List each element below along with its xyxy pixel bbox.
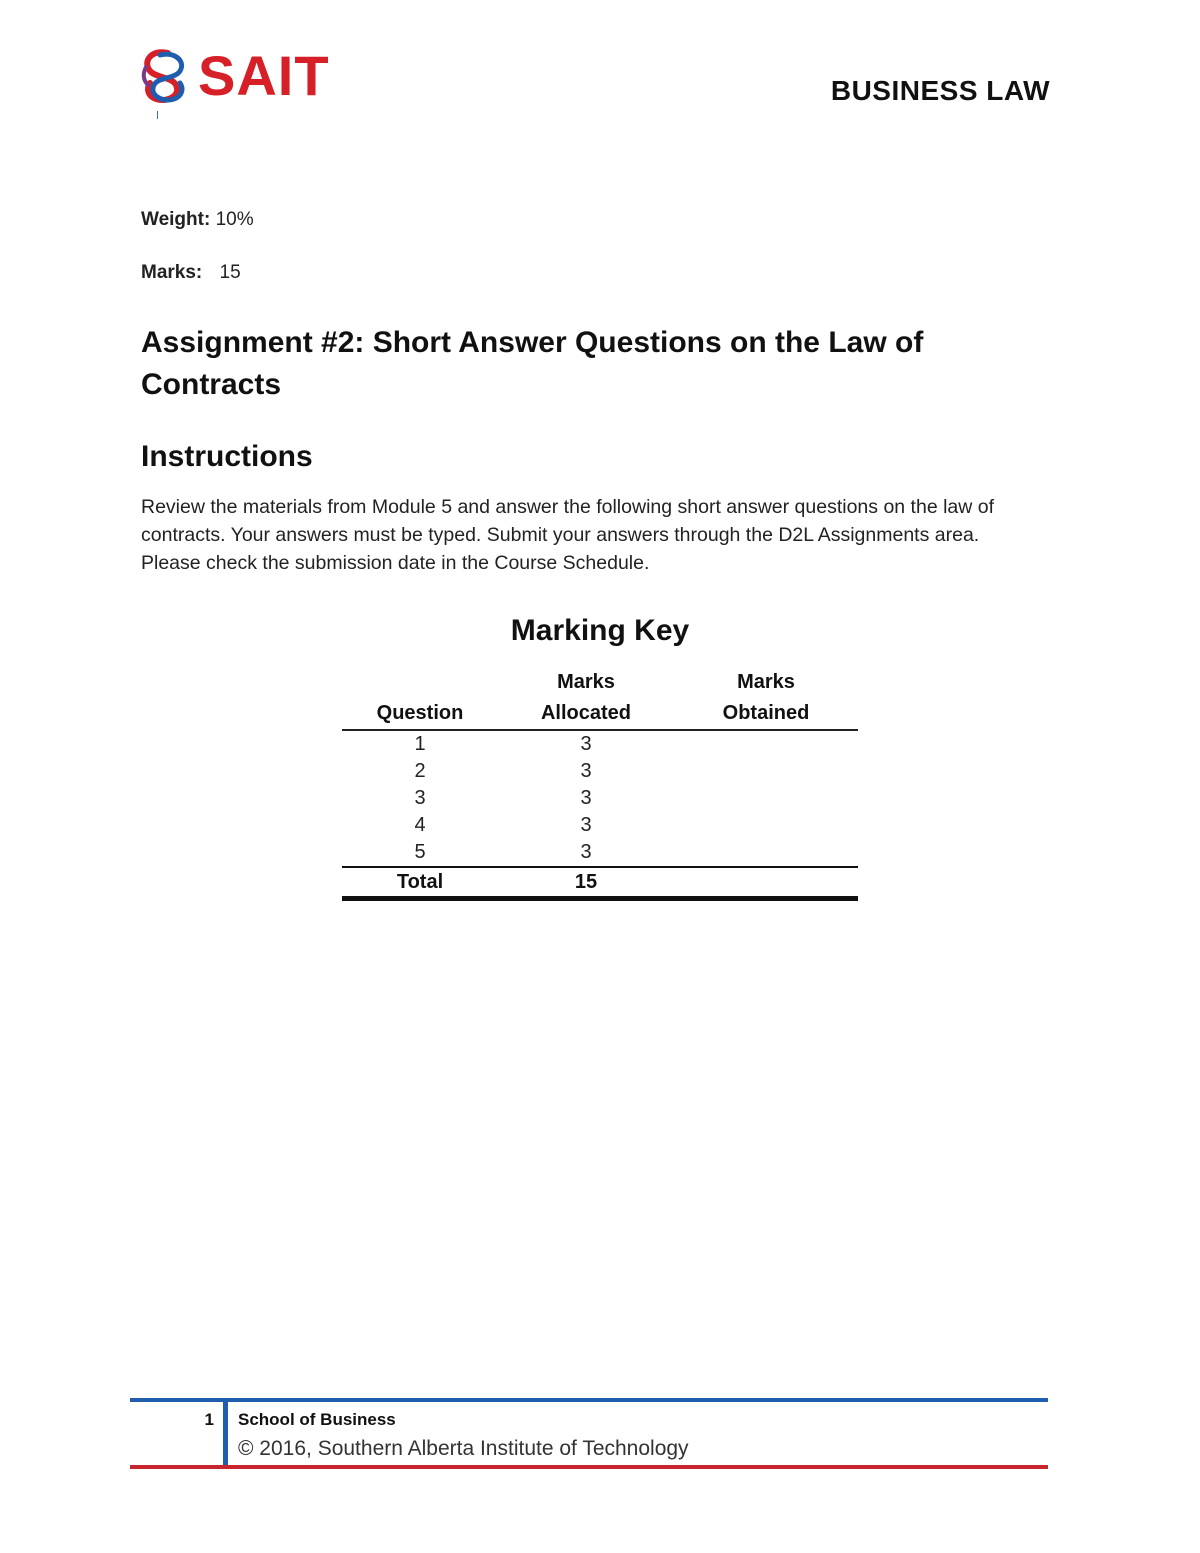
obtained-cell [674,812,858,839]
header-allocated-top: Marks [557,671,615,693]
header-question: Question [342,698,498,730]
assignment-title: Assignment #2: Short Answer Questions on the Law of Contracts [141,326,924,401]
obtained-cell [674,839,858,867]
question-cell: 1 [414,733,426,755]
footer-bottom-rule [130,1465,1048,1469]
question-cell: 2 [414,760,426,782]
marks-line [141,262,241,284]
marking-key-title: Marking Key [510,614,690,647]
header-allocated-bottom: Allocated [498,698,674,730]
sait-logo-mark-icon [138,47,192,105]
weight-label: Weight: [141,209,211,230]
table-row [342,839,858,867]
decorative-tick [157,111,158,119]
footer-copyright: © 2016, Southern Alberta Institute of Technology [238,1437,689,1460]
marking-key-table [342,667,858,901]
allocated-cell: 3 [580,733,592,755]
question-cell: 5 [414,841,426,863]
table-row [342,812,858,839]
header-cell-empty [342,667,498,698]
footer-top-rule [130,1398,1048,1402]
course-title: BUSINESS LAW [830,75,1050,106]
allocated-cell: 3 [580,814,592,836]
total-allocated: 15 [498,867,674,899]
header-obtained-bottom: Obtained [674,698,858,730]
obtained-cell [674,730,858,758]
obtained-cell [674,785,858,812]
instructions-heading: Instructions [141,440,313,473]
question-cell: 4 [414,814,426,836]
total-row [342,867,858,899]
instructions-body: Review the materials from Module 5 and answer the following short answer questions on the law of contracts. Your answers must be typed. Submit your answers through the D2L Assignments area. Please check the submission date in the Course Schedule. [141,496,995,574]
header-obtained-top: Marks [737,671,795,693]
table-row [342,758,858,785]
table-row [342,730,858,758]
page-number: 1 [204,1410,214,1429]
obtained-cell [674,758,858,785]
total-obtained [674,867,858,899]
allocated-cell: 3 [580,787,592,809]
sait-logo-text: SAIT [198,44,330,107]
table-row [342,785,858,812]
weight-value: 10% [215,209,254,230]
total-label: Total [342,867,498,899]
allocated-cell: 3 [580,760,592,782]
allocated-cell: 3 [580,841,592,863]
question-cell: 3 [414,787,426,809]
footer-divider [223,1402,228,1465]
sait-logo [138,46,330,106]
marks-value: 15 [219,262,241,283]
footer-school: School of Business [238,1410,396,1429]
weight-line [141,209,254,231]
marks-label: Marks: [141,262,203,283]
